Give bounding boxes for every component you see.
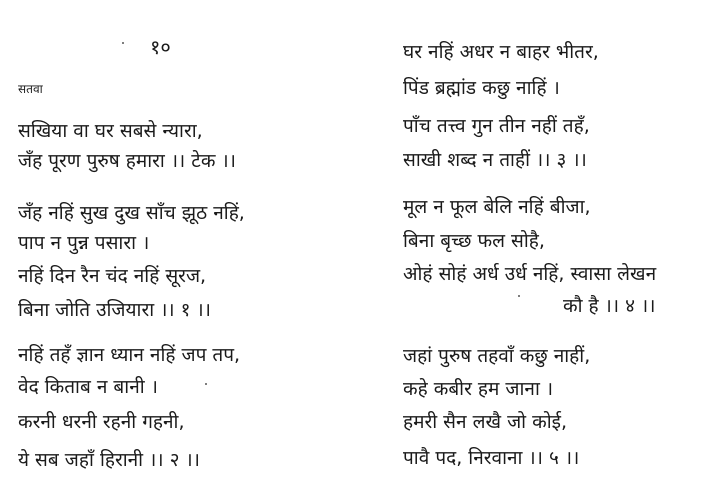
verse-line: मूल न फूल बेलि नहिं बीजा, — [403, 196, 591, 218]
verse-line: जँह पूरण पुरुष हमारा ।। टेक ।। — [18, 150, 236, 172]
verse-line: नहिं तहँ ज्ञान ध्यान नहिं जप तप, — [18, 344, 241, 366]
verse-line: करनी धरनी रहनी गहनी, — [18, 411, 185, 433]
verse-line: बिना बृच्छ फल सोहै, — [403, 230, 545, 252]
verse-line-continuation: कौ है ।। ४ ।। — [563, 295, 656, 317]
verse-line: पिंड ब्रह्मांड कछु नाहिं । — [403, 77, 560, 99]
verse-line: बिना जोति उजियारा ।। १ ।। — [18, 299, 211, 321]
verse-line: जँह नहिं सुख दुख साँच झूठ नहिं, — [18, 202, 245, 224]
section-label: सतवा — [18, 82, 43, 96]
speck-mark — [205, 383, 207, 385]
verse-line: सखिया वा घर सबसे न्यारा, — [18, 120, 203, 142]
verse-line: नहिं दिन रैन चंद नहिं सूरज, — [18, 265, 207, 287]
verse-line: वेद किताब न बानी । — [18, 376, 158, 398]
verse-line: कहे कबीर हम जाना । — [403, 378, 554, 400]
verse-line: ये सब जहाँ हिरानी ।। २ ।। — [18, 449, 200, 471]
speck-mark — [122, 42, 124, 44]
verse-line: पाँच तत्त्व गुन तीन नहीं तहँ, — [403, 115, 590, 137]
verse-line: जहां पुरुष तहवाँ कछु नाहीं, — [403, 345, 591, 367]
verse-line: पाप न पुन्न पसारा । — [18, 232, 150, 254]
verse-line: ओहं सोहं अर्ध उर्ध नहिं, स्वासा लेखन — [403, 263, 657, 285]
verse-line: हमरी सैन लखै जो कोई, — [403, 411, 568, 433]
page-number: १० — [150, 35, 171, 59]
verse-line: पावै पद, निरवाना ।। ५ ।। — [403, 447, 580, 469]
verse-line: घर नहिं अधर न बाहर भीतर, — [403, 41, 599, 63]
verse-line: साखी शब्द न ताहीं ।। ३ ।। — [403, 149, 587, 171]
speck-mark — [518, 295, 520, 297]
